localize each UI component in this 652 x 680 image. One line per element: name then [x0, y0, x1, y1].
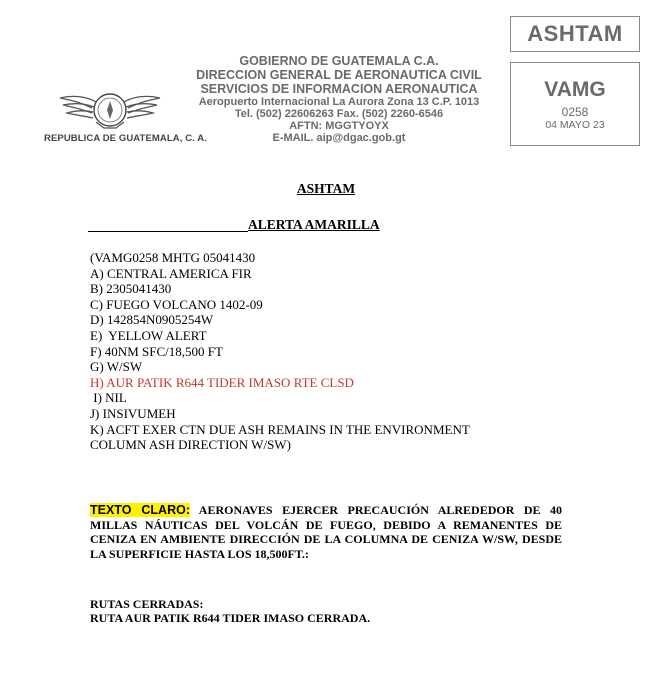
agency-header — [174, 54, 504, 144]
message-line: K) ACFT EXER CTN DUE ASH REMAINS IN THE ENVIRONMENT — [90, 421, 470, 437]
message-line: D) 142854N0905254W — [90, 312, 214, 328]
header-directorate: DIRECCION GENERAL DE AERONAUTICA CIVIL — [196, 68, 482, 82]
series-code: VAMG — [544, 78, 606, 101]
plain-text-body: AERONAVES EJERCER PRECAUCIÓN ALREDEDOR DE 40 MILLAS NÁUTICAS DEL VOLCÁN DE FUEGO, DEBIDO A REMANENTES DE CENIZA EN AMBIENTE DIRECCIÓN DE LA COLUMNA DE CENIZA W/SW, DESDE LA SUPERFICIE HASTA LOS 18,500FT.: — [90, 503, 562, 561]
series-number: 0258 — [561, 105, 589, 119]
header-government: GOBIERNO DE GUATEMALA C.A. — [239, 54, 439, 68]
message-line: G) W/SW — [90, 359, 143, 375]
closed-routes — [90, 597, 370, 625]
series-date: 04 MAYO 23 — [545, 119, 605, 131]
ashtam-message — [90, 250, 470, 453]
aeronautica-wings-logo — [58, 88, 162, 134]
closed-routes-text: RUTA AUR PATIK R644 TIDER IMASO CERRADA. — [90, 611, 371, 625]
header-service: SERVICIOS DE INFORMACION AERONAUTICA — [200, 82, 478, 96]
header-phone: Tel. (502) 22606263 Fax. (502) 2260-6546 — [234, 108, 444, 120]
ashtam-label: ASHTAM — [527, 21, 623, 46]
alert-level: ALERTA AMARILLA — [248, 217, 380, 232]
message-line: C) FUEGO VOLCANO 1402-09 — [90, 296, 263, 312]
message-line: A) CENTRAL AMERICA FIR — [90, 265, 252, 281]
header-address: Aeropuerto Internacional La Aurora Zona 13 C.P. 1013 — [198, 96, 480, 108]
message-line: I) NIL — [90, 390, 127, 406]
logo-caption: REPUBLICA DE GUATEMALA, C. A. — [44, 133, 207, 144]
message-line: F) 40NM SFC/18,500 FT — [90, 343, 223, 359]
ashtam-label-box — [510, 16, 640, 52]
plain-text-paragraph — [90, 503, 562, 561]
header-email: E-MAIL. aip@dgac.gob.gt — [272, 132, 406, 144]
plain-text-label: TEXTO CLARO: — [90, 503, 190, 517]
message-line: (VAMG0258 MHTG 05041430 — [90, 250, 256, 265]
message-line: B) 2305041430 — [90, 281, 172, 297]
series-box — [510, 62, 640, 146]
header-aftn: AFTN: MGGTYOYX — [289, 120, 389, 132]
message-line-closed-route: H) AUR PATIK R644 TIDER IMASO RTE CLSD — [90, 374, 354, 390]
closed-routes-heading: RUTAS CERRADAS: — [90, 597, 204, 611]
document-title: ASHTAM — [296, 181, 356, 196]
message-line: COLUMN ASH DIRECTION W/SW) — [90, 437, 291, 453]
message-line: E) YELLOW ALERT — [90, 327, 207, 343]
message-line: J) INSIVUMEH — [90, 405, 176, 421]
alert-underline — [88, 231, 248, 232]
